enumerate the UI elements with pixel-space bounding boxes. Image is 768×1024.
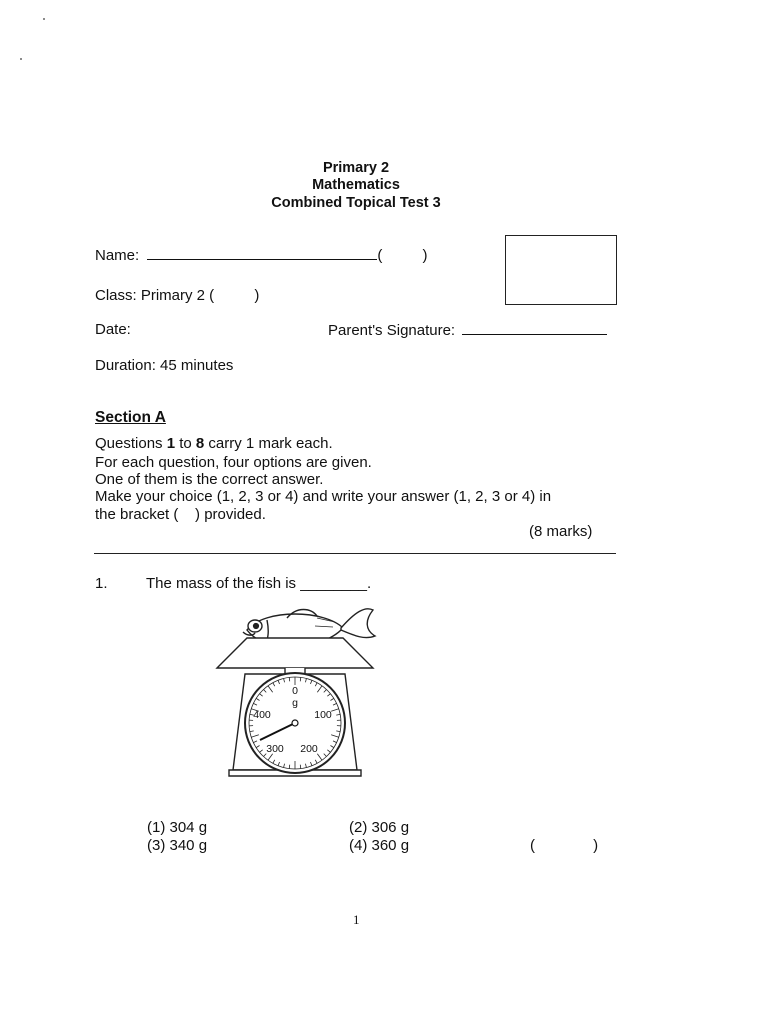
name-bracket-open: ( <box>377 247 383 264</box>
parent-signature-label: Parent's Signature: <box>328 322 456 339</box>
class-label: Class: Primary 2 ( <box>95 287 215 304</box>
instruction-2: For each question, four options are given. <box>95 454 372 471</box>
name-label: Name: <box>95 247 140 264</box>
dial-label-300: 300 <box>266 743 284 755</box>
date-label: Date: <box>95 321 131 338</box>
instruction-3: One of them is the correct answer. <box>95 471 324 488</box>
option-1[interactable]: (1) 304 g <box>147 819 208 836</box>
dial-unit: g <box>292 697 298 709</box>
scan-speck <box>20 58 22 60</box>
header-line-2: Mathematics <box>312 177 400 193</box>
parent-signature-row <box>328 321 607 339</box>
dial-label-100: 100 <box>314 709 332 721</box>
name-row <box>95 246 428 264</box>
class-row <box>95 287 259 304</box>
dial-tick <box>289 677 290 681</box>
option-3[interactable]: (3) 340 g <box>147 837 208 854</box>
answer-bracket-close: ) <box>593 837 599 854</box>
parent-signature-blank[interactable] <box>462 321 607 335</box>
dial-tick <box>300 765 301 769</box>
dial-label-400: 400 <box>253 709 271 721</box>
dial-pivot <box>292 720 298 726</box>
scan-speck <box>43 18 45 20</box>
duration: Duration: 45 minutes <box>95 357 234 374</box>
header-line-3: Combined Topical Test 3 <box>271 195 441 211</box>
instruction-1-post: carry 1 mark each. <box>204 435 333 452</box>
section-heading: Section A <box>95 409 166 426</box>
divider-line <box>94 553 616 554</box>
header-line-1: Primary 2 <box>322 160 390 176</box>
scale-dial <box>245 673 345 773</box>
dial-label-200: 200 <box>300 743 318 755</box>
instruction-1-first-q: 1 <box>166 435 176 452</box>
instruction-1-pre: Questions <box>95 435 167 452</box>
dial-label-0: 0 <box>292 685 298 697</box>
answer-bracket-open: ( <box>530 837 535 854</box>
instruction-1 <box>95 435 333 452</box>
class-bracket-close: ) <box>254 287 260 304</box>
option-2[interactable]: (2) 306 g <box>349 819 410 836</box>
option-4[interactable]: (4) 360 g <box>349 837 410 854</box>
scale-pan <box>217 638 373 674</box>
dial-tick <box>289 765 290 769</box>
score-box <box>505 235 617 305</box>
instruction-1-last-q: 8 <box>195 435 205 452</box>
fish-on-scale-illustration <box>205 600 385 780</box>
dial-tick <box>300 677 301 681</box>
question-number: 1. <box>95 575 108 592</box>
question-text: The mass of the fish is ________. <box>146 575 372 592</box>
name-blank[interactable] <box>147 246 377 260</box>
page-number: 1 <box>353 912 360 927</box>
instruction-5: the bracket ( ) provided. <box>95 506 266 523</box>
name-bracket-close: ) <box>422 247 428 264</box>
answer-bracket[interactable] <box>530 837 598 854</box>
instruction-4: Make your choice (1, 2, 3 or 4) and write your answer (1, 2, 3 or 4) in <box>95 488 552 505</box>
section-marks: (8 marks) <box>529 523 593 540</box>
instruction-1-mid: to <box>175 435 196 452</box>
